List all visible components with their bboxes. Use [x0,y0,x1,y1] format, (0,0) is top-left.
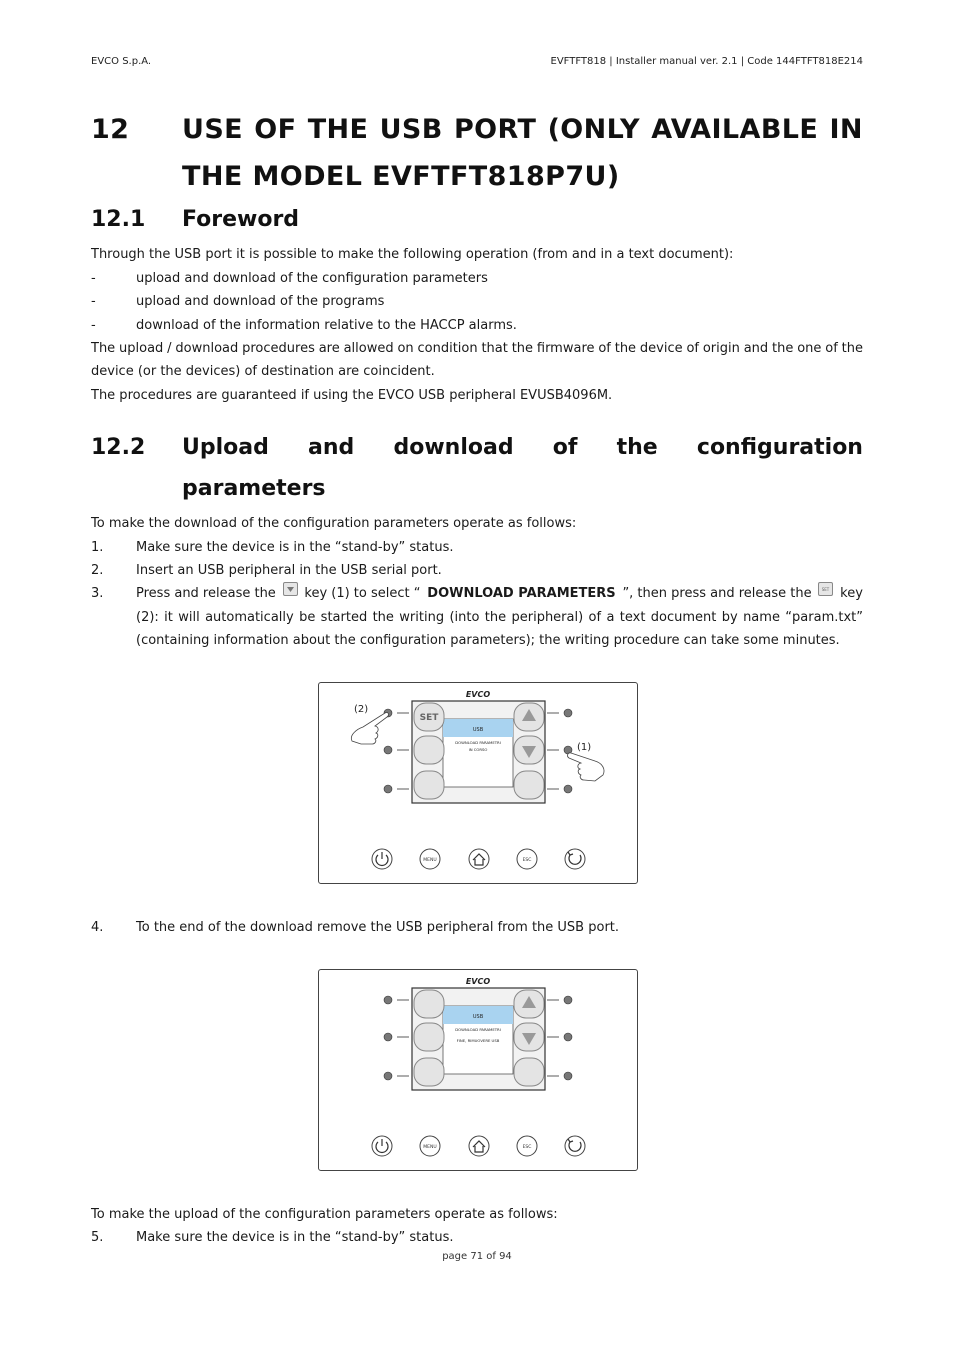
page-number: page 71 of 94 [442,1251,512,1262]
paragraph-word: The [91,341,116,356]
paragraph-line [91,337,863,361]
step-text: key [840,586,863,601]
screen-title: USB [472,1014,484,1020]
step-number: 3. [91,586,104,601]
device-front-panel [319,970,637,1170]
step-3-body [136,582,863,653]
right-button-3[interactable] [514,771,544,799]
paragraph-word: of [825,341,838,356]
heading-word: IN [829,114,863,145]
paragraph-word: of [686,341,699,356]
indicator-knob [384,1072,392,1080]
paragraph-word: one [797,341,822,356]
right-button-3[interactable] [514,1058,544,1086]
heading-word: USE [182,114,244,145]
step-text: ”, then press and release the [622,586,812,601]
paragraph-word: are [318,341,340,356]
heading-word: AVAILABLE [651,114,819,145]
section-12-heading [91,114,863,146]
indicator-knob [564,1033,572,1041]
paragraph-word: download [175,341,239,356]
heading-word: the [616,435,658,460]
section-title-line1 [182,114,863,145]
esc-label: ESC [522,1145,532,1150]
indicator-knob [564,1072,572,1080]
step-number: 5. [91,1230,104,1245]
menu-label: MENU [423,1145,437,1150]
step-number: 1. [91,540,104,555]
left-button-2[interactable] [414,1023,444,1051]
upload-intro: To make the upload of the configuration parameters operate as follows: [91,1207,558,1222]
header-manual-ref: EVFTFT818 | Installer manual ver. 2.1 | Code 144FTFT818E214 [550,56,863,67]
device-front-panel [319,683,637,883]
screen-line: FINE, RIMUOVERE USB [456,1038,500,1043]
paragraph-word: the [614,341,637,356]
brand-logo: EVCO [465,977,491,986]
brand-logo: EVCO [465,690,491,699]
svg-text:SET: SET [822,587,830,592]
home-button[interactable] [469,849,489,869]
section-title-line2: parameters [182,476,326,501]
bullet-text: upload and download of the configuration parameters [136,271,488,286]
paragraph-word: upload [119,341,164,356]
paragraph-word: the [772,341,794,356]
step-text: key (1) to select “ [304,586,421,601]
callout-label: (1) [577,742,592,753]
paragraph-word: the [511,341,534,356]
heading-word: USB [379,114,443,145]
screen-line: DOWNLOAD PARAMETRI [455,740,501,745]
screen-title: USB [472,727,484,733]
section-title: Foreword [182,207,300,232]
left-button-1[interactable] [414,990,444,1018]
foreword-intro: Through the USB port it is possible to make the following operation (from and in a text document): [91,247,734,262]
section-title-line2: THE MODEL EVFTFT818P7U) [182,161,620,192]
bullet-marker: - [91,318,96,333]
paragraph-word: that [481,341,508,356]
hand-pointer-icon [568,753,604,781]
indicator-knob [384,996,392,1004]
step-text: Make sure the device is in the “stand-by” status. [136,540,454,555]
bullet-marker: - [91,271,96,286]
step-number: 2. [91,563,104,578]
device-figure-complete [318,969,638,1171]
heading-word: of [552,435,578,460]
step-3-line2: (2): it will automatically be started the writing (into the peripheral) of a text document by name “param.txt” [136,609,863,625]
set-label: SET [419,713,439,723]
paragraph-word: allowed [343,341,394,356]
paragraph-word: / [167,341,172,356]
section-title-line1 [182,435,863,460]
paragraph-word: origin [702,341,740,356]
indicator-knob [564,996,572,1004]
device-figure-download [318,682,638,884]
heading-word: configuration [696,435,863,460]
paragraph-word: device [639,341,683,356]
step-text: Press and release the [136,586,276,601]
section-number: 12 [91,114,130,145]
screen-line: DOWNLOAD PARAMETRI [455,1027,501,1032]
indicator-knob [564,785,572,793]
section-number: 12.2 [91,435,146,460]
indicator-knob [384,785,392,793]
down-key-icon [283,582,298,596]
download-intro: To make the download of the configuration parameters operate as follows: [91,516,577,531]
set-key-icon [818,582,833,596]
step-3-line3: (containing information about the configuration parameters); the writing procedure can take some minutes. [136,633,840,648]
paragraph-word: of [598,341,611,356]
paragraph-word: firmware [536,341,595,356]
step-bold-text: DOWNLOAD PARAMETERS [427,586,616,601]
section-12-2-heading [91,435,863,465]
paragraph-word: on [397,341,414,356]
heading-word: THE [307,114,369,145]
left-button-3[interactable] [414,771,444,799]
paragraph-word: condition [417,341,478,356]
paragraph-word: and [743,341,769,356]
indicator-knob [564,709,572,717]
screen-line: IN CORSO [468,747,488,752]
bullet-text: upload and download of the programs [136,294,385,309]
header-company: EVCO S.p.A. [91,56,152,67]
step-item [91,582,863,652]
left-button-2[interactable] [414,736,444,764]
heading-word: PORT [453,114,537,145]
paragraph-word: procedures [242,341,315,356]
indicator-knob [384,1033,392,1041]
step-text: To the end of the download remove the USB peripheral from the USB port. [136,920,620,935]
paragraph-word: the [841,341,863,356]
heading-word: and [308,435,355,460]
menu-label: MENU [423,858,437,863]
esc-label: ESC [522,858,532,863]
bullet-text: download of the information relative to the HACCP alarms. [136,318,517,333]
home-button[interactable] [469,1136,489,1156]
bullet-marker: - [91,294,96,309]
heading-word: Upload [182,435,269,460]
indicator-knob [384,746,392,754]
section-number: 12.1 [91,207,146,232]
step-text: Insert an USB peripheral in the USB serial port. [136,563,442,578]
heading-word: (ONLY [547,114,641,145]
step-number: 4. [91,920,104,935]
paragraph: The procedures are guaranteed if using the EVCO USB peripheral EVUSB4096M. [91,388,613,403]
step-3-line1 [136,582,863,606]
paragraph-line: device (or the devices) of destination are coincident. [91,364,435,379]
callout-label: (2) [354,704,369,715]
heading-word: OF [254,114,297,145]
heading-word: download [393,435,514,460]
hand-pointer-icon [351,712,388,744]
left-button-3[interactable] [414,1058,444,1086]
step-text: Make sure the device is in the “stand-by” status. [136,1230,454,1245]
